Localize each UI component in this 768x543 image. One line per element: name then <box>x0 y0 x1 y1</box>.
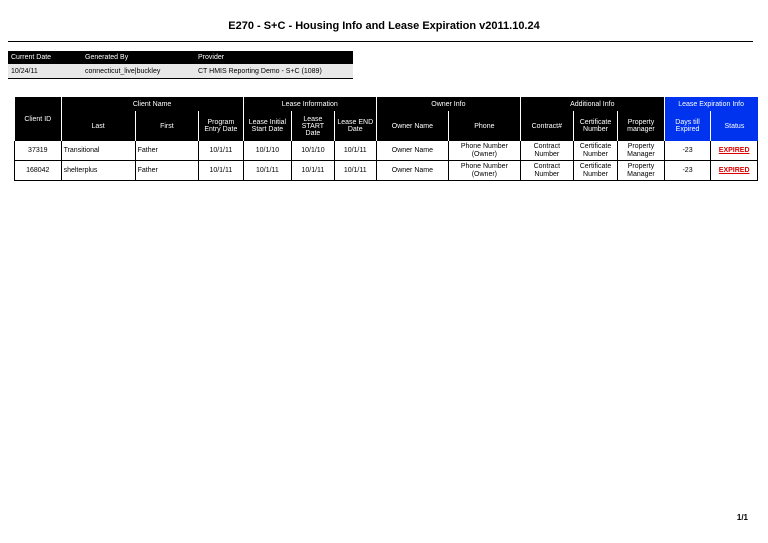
cell-lease-end-date: 10/1/11 <box>334 141 376 161</box>
cell-client-id: 37319 <box>15 141 62 161</box>
cell-lease-initial-start-date: 10/1/11 <box>243 161 292 181</box>
cell-first: Father <box>135 161 199 181</box>
cell-program-entry-date: 10/1/11 <box>199 161 243 181</box>
col-last: Last <box>61 111 135 141</box>
col-days-till-expired: Days till Expired <box>664 111 711 141</box>
cell-lease-initial-start-date: 10/1/10 <box>243 141 292 161</box>
meta-header-provider: Provider <box>195 51 353 64</box>
meta-generated-by: connecticut_live|buckley <box>82 64 195 79</box>
table-row <box>15 141 758 161</box>
title-divider <box>8 41 753 42</box>
col-lease-start-date: Lease START Date <box>292 111 334 141</box>
report-meta-table <box>8 51 353 79</box>
expired-status-link[interactable]: EXPIRED <box>718 166 750 174</box>
col-lease-end-date: Lease END Date <box>334 111 376 141</box>
meta-header-generated-by: Generated By <box>82 51 195 64</box>
cell-client-id: 168042 <box>15 161 62 181</box>
group-lease-expiration-info: Lease Expiration Info <box>664 97 757 111</box>
cell-contract-number: Contract Number <box>520 161 573 181</box>
col-owner-name: Owner Name <box>376 111 448 141</box>
cell-status <box>711 141 758 161</box>
cell-owner-name: Owner Name <box>376 161 448 181</box>
col-phone: Phone <box>448 111 520 141</box>
cell-certificate-number: Certificate Number <box>573 141 617 161</box>
cell-owner-name: Owner Name <box>376 141 448 161</box>
cell-first: Father <box>135 141 199 161</box>
cell-phone: Phone Number (Owner) <box>448 161 520 181</box>
report-title: E270 - S+C - Housing Info and Lease Expiration v2011.10.24 <box>228 20 540 32</box>
col-program-entry-date: Program Entry Date <box>199 111 243 141</box>
col-first: First <box>135 111 199 141</box>
col-status: Status <box>711 111 758 141</box>
table-row <box>15 161 758 181</box>
col-client-id: Client ID <box>15 97 62 141</box>
cell-days-till-expired: -23 <box>664 141 711 161</box>
cell-property-manager: Property Manager <box>618 141 665 161</box>
cell-phone: Phone Number (Owner) <box>448 141 520 161</box>
group-additional-info: Additional Info <box>520 97 664 111</box>
cell-days-till-expired: -23 <box>664 161 711 181</box>
page-indicator: 1/1 <box>736 513 748 522</box>
expired-status-link[interactable]: EXPIRED <box>718 146 750 154</box>
col-contract-number: Contract# <box>520 111 573 141</box>
col-property-manager: Property manager <box>618 111 665 141</box>
cell-program-entry-date: 10/1/11 <box>199 141 243 161</box>
col-certificate-number: Certificate Number <box>573 111 617 141</box>
cell-last: shelterplus <box>61 161 135 181</box>
lease-table <box>14 97 758 181</box>
cell-lease-start-date: 10/1/10 <box>292 141 334 161</box>
meta-header-current-date: Current Date <box>8 51 82 64</box>
meta-provider: CT HMIS Reporting Demo - S+C (1089) <box>195 64 353 79</box>
meta-current-date: 10/24/11 <box>8 64 82 79</box>
cell-last: Transitional <box>61 141 135 161</box>
group-owner-info: Owner Info <box>376 97 520 111</box>
group-lease-information: Lease Information <box>243 97 376 111</box>
group-client-name: Client Name <box>61 97 243 111</box>
cell-lease-start-date: 10/1/11 <box>292 161 334 181</box>
cell-contract-number: Contract Number <box>520 141 573 161</box>
col-lease-initial-start-date: Lease Initial Start Date <box>243 111 292 141</box>
cell-certificate-number: Certificate Number <box>573 161 617 181</box>
cell-lease-end-date: 10/1/11 <box>334 161 376 181</box>
cell-status <box>711 161 758 181</box>
cell-property-manager: Property Manager <box>618 161 665 181</box>
